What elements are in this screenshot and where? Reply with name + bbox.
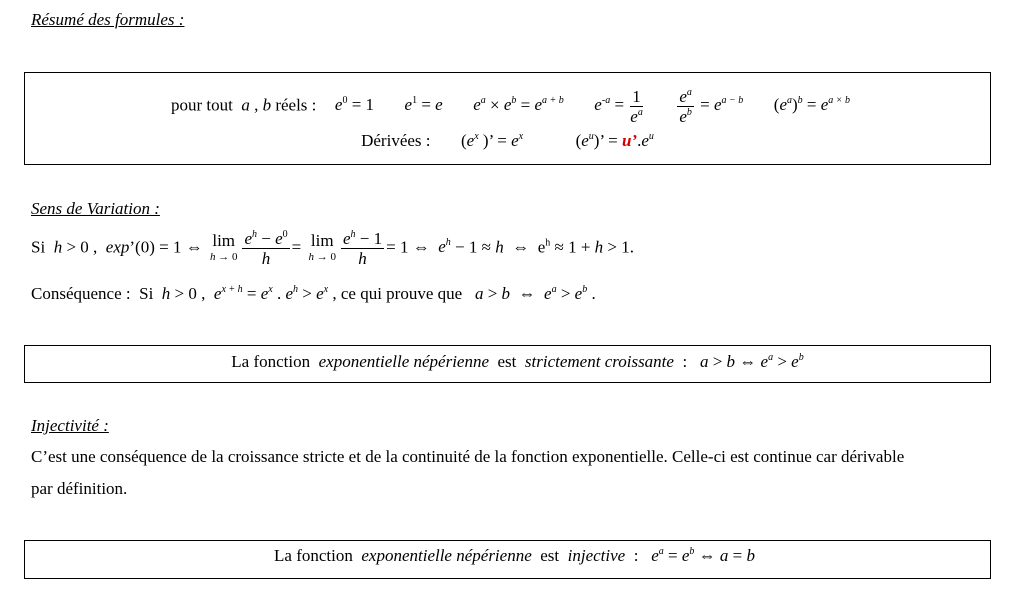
box3-est: est — [540, 546, 560, 565]
injectivite-line-2: par définition. — [31, 479, 128, 498]
formulas-box — [24, 72, 991, 165]
box2-function-name: exponentielle népérienne — [318, 352, 490, 371]
box2-property: strictement croissante — [524, 352, 674, 371]
sens-heading: Sens de Variation : — [31, 199, 160, 218]
formula-e0: $e^0 = 1$ — [334, 95, 375, 115]
pour-tout-text: pour tout — [170, 95, 233, 115]
consequence-line: Conséquence : Si h > 0 , $e^{x + h} = e^x$ . $e^h > e^x$ , ce qui prouve que a > b ⇔ $e^a > e^b$ . — [31, 284, 596, 303]
u-prime: u’ — [621, 131, 638, 150]
formula-e1: $e^1 = e$ — [404, 95, 443, 115]
formulas-line-1: pour tout a , b réels : $e^0 = 1$ $e^1 = e$ $e^a \times e^b = e^{a + b}$ $e^{-a}$ = $\frac{1}{e^a}$ $\frac{e^a}{e^b}$ = $e^{a - b}$ $(e^a)^b = e^{a \times b}$ — [170, 87, 851, 126]
resume-heading: Résumé des formules : — [31, 10, 185, 29]
injectivite-heading: Injectivité : — [31, 416, 109, 435]
injectivite-line-1: C’est une conséquence de la croissance stricte et de la continuité de la fonction exponentielle. Celle-ci est continue car dérivable — [31, 447, 905, 466]
formula-inverse: $e^{-a}$ = $\frac{1}{e^a}$ — [594, 87, 643, 126]
derivees-label: Dérivées : — [361, 131, 431, 150]
formula-power: $(e^a)^b = e^{a \times b}$ — [773, 95, 851, 115]
reels-text: réels : — [275, 95, 317, 115]
box2-prefix: La fonction — [231, 352, 311, 371]
si-text: Si — [31, 237, 46, 257]
ce-qui-prouve-text: , ce qui prouve que — [332, 284, 463, 303]
box3-function-name: exponentielle népérienne — [361, 546, 532, 565]
box2-colon: : — [682, 352, 688, 371]
croissante-box — [24, 345, 991, 383]
injective-box — [24, 540, 991, 579]
formula-quotient: $\frac{e^a}{e^b}$ = $e^{a - b}$ — [679, 87, 744, 126]
limit-line: Si h > 0 , exp’(0) = 1 ⇔ lim h → 0 $\frac{e^h - e^0}{h}$ = lim h → 0 $\frac{e^h - 1}{h}$ = 1 ⇔ $e^h - 1 \approx h$ ⇔ $e^h \approx 1 + h > 1$. — [31, 229, 634, 268]
consequence-si: Si — [139, 284, 154, 303]
derivative-ex: ($e^x$ )’ = $e^x$ — [461, 131, 524, 150]
box3-prefix: La fonction — [274, 546, 353, 565]
box3-colon: : — [633, 546, 639, 565]
formula-product: $e^a \times e^b = e^{a + b}$ — [473, 95, 564, 115]
consequence-label: Conséquence : — [31, 284, 131, 303]
box2-est: est — [497, 352, 517, 371]
formulas-line-2 — [25, 131, 990, 151]
croissante-statement: La fonction exponentielle népérienne est strictement croissante : a > b ⇔ $e^a > e^b$ — [231, 352, 804, 371]
box3-property: injective — [567, 546, 626, 565]
injective-statement: La fonction exponentielle népérienne est injective : $e^a = e^b$ ⇔ a = b — [274, 546, 755, 565]
derivative-eu: $(e^u)$’ = $u’.e^u$ — [575, 131, 654, 150]
